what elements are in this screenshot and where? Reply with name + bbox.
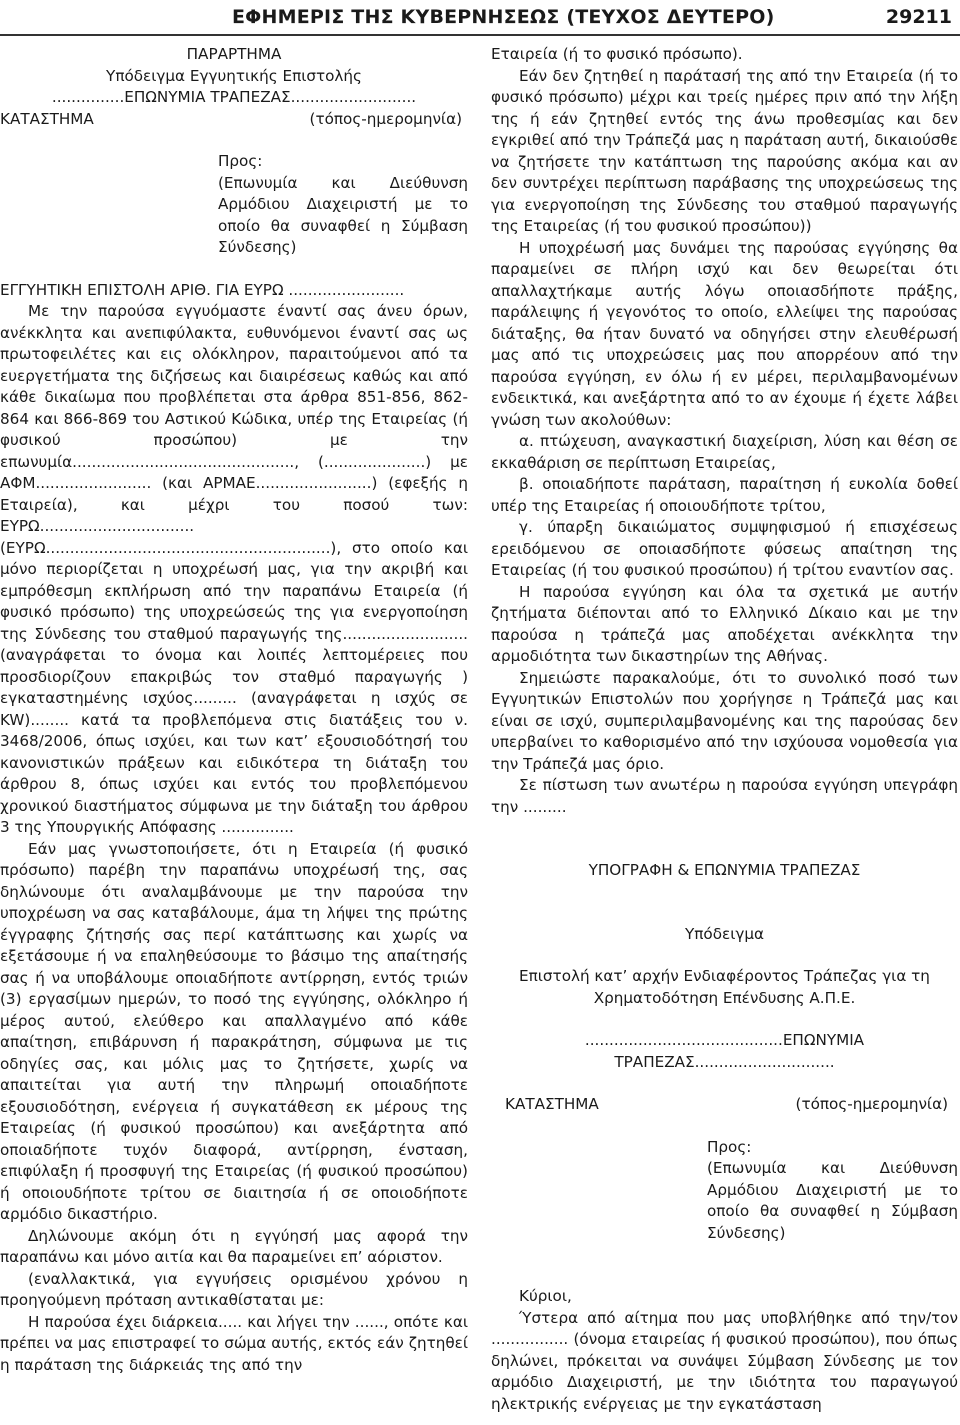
list-item-b: β. οποιαδήποτε παράταση, παραίτηση ή ευκολία δοθεί υπέρ της Εταιρείας ή οποιουδήποτε τρίτου, [491,475,958,515]
page-header [0,0,960,38]
bank-name-line-2: .........................................ΕΠΩΝΥΜΙΑ ΤΡΑΠΕΖΑΣ............................. [584,1031,865,1071]
continuation-line: Εταιρεία (ή το φυσικό πρόσωπο). [491,45,743,63]
guarantee-paragraph-3: Δηλώνουμε ακόμη ότι η εγγύησή μας αφορά την παραπάνω και μόνο αιτία και θα παραμείνει επ’ αόριστον. [0,1226,468,1266]
guarantee-paragraph-4: (εναλλακτικά, για εγγυήσεις ορισμένου χρόνου η προηγούμενη πρόταση αντικαθίσταται με: [0,1269,468,1309]
guarantee-paragraph-5: Η παρούσα έχει διάρκεια..... και λήγει την ......, οπότε και πρέπει να μας επιστραφεί το σώμα αυτής, εκτός εάν ζητηθεί η παράταση της διάρκειάς της από την [0,1312,468,1374]
to-label: Προς: [218,152,263,170]
total-amount-paragraph: Σημειώστε παρακαλούμε, ότι το συνολικό ποσό των Εγγυητικών Επιστολών που χορήγησε η Τράπεζά μας και είναι σε ισχύ, συμπεριλαμβανομένης και της παρούσας δεν υπερβαίνει το καθορισμένο από την ισχύουσα νομοθεσία για την Τράπεζά μας όριο. [491,668,958,773]
place-date-label: (τόπος-ημερομηνία) [309,109,462,128]
salutation: Κύριοι, [519,1287,572,1305]
annex-heading: ΠΑΡΑΡΤΗΜΑ [186,45,282,63]
store-date-row [0,109,468,131]
signed-on-paragraph: Σε πίστωση των ανωτέρω η παρούσα εγγύηση υπεγράφη την ......... [491,776,958,816]
right-column [491,44,958,1415]
recipient-block: (Επωνυμία και Διεύθυνση Αρμόδιου Διαχειριστή με το οποίο θα συναφθεί η Σύμβαση Σύνδεσης) [218,173,468,256]
guarantee-letter-subtitle: Υπόδειγμα Εγγυητικής Επιστολής [106,66,362,85]
store-date-row-2 [491,1094,958,1116]
page-number: 29211 [885,6,952,28]
request-paragraph: Ύστερα από αίτημα που μας υποβλήθηκε από την/τον ................ (όνομα εταιρείας ή φυσικού προσώπου), που όπως δηλώνει, πρόκειται να συνάψει Σύμβαση Σύνδεσης με τον αρμόδιο Διαχειριστή, με την ιδιότητα του παραγωγού ηλεκτρικής ενέργειας με την εγκατάσταση [491,1308,958,1413]
bank-name-line: ...............ΕΠΩΝΥΜΙΑ ΤΡΑΠΕΖΑΣ.......................... [51,88,417,106]
guarantee-paragraph-2: Εάν μας γνωστοποιήσετε, ότι η Εταιρεία (ή φυσικό πρόσωπο) παρέβη την παραπάνω υποχρέωσή της, σας δηλώνουμε ότι αναλαμβάνουμε με την παρούσα την υποχρέωση να σας καταβάλουμε, άμα τη λήψει της πρώτης έγγραφης ζήτησής σας περί κατάπτωσης και χωρίς να εξετάσουμε ή να επαληθεύσουμε το βάσιμο της απαίτησής σας ή να υποβάλουμε οποιαδήποτε αντίρρηση, εντός τριών (3) εργασίμων ημερών, το ποσό της εγγύησης, ολόκληρο ή μέρος αυτού, ελεύθερο και απαλλαγμένο από κάθε απαίτηση, επιβάρυνση ή παρακράτηση, σύμφωνα με τις οδηγίες σας, και μόλις μας το ζητήσετε, χωρίς να απαιτείται για αυτή την πληρωμή οποιαδήποτε εξουσιοδότηση, ενέργεια ή συγκατάθεση εκ μέρους της Εταιρείας (ή φυσικού προσώπου) και ανεξάρτητα από οποιαδήποτε τυχόν διαφορά, αντίρρηση, ένσταση, επιφύλαξη ή προσφυγή της Εταιρείας (ή φυσικού προσώπου) ή οποιουδήποτε τρίτου σε διαιτησία ή σε οποιοδήποτε αρμόδιο δικαστήριο. [0,839,468,1223]
left-column [0,44,468,1376]
recipient-block-2: (Επωνυμία και Διεύθυνση Αρμόδιου Διαχειριστή με το οποίο θα συναφθεί η Σύμβαση Σύνδεσης) [707,1159,958,1242]
guarantee-paragraph-1: Με την παρούσα εγγυόμαστε έναντί σας άνευ όρων, ανέκκλητα και ανεπιφύλακτα, ευθυνόμενοι έναντί σας ως πρωτοφειλέτες και εις ολόκληρον, παραιτούμενοι από τα ευεργετήματα της διζήσεως και διαιρέσεως καθώς και από κάθε δικαίωμα που προβλέπεται στα άρθρα 851-856, 862-864 και 866-869 του Αστικού Κώδικα, υπέρ της Εταιρείας (ή φυσικού προσώπου) με την επωνυμία.............................................., (.....................) με ΑΦΜ........................ (και ΑΡΜΑΕ........................) (εφεξής η Εταιρεία), και μέχρι του ποσού των: ΕΥΡΩ................................ (ΕΥΡΩ...........................................................), στο οποίο και μόνο περιορίζεται η υποχρέωσή μας, για την ακριβή και εμπρόθεσμη εκπλήρωση από την παραπάνω Εταιρεία (ή φυσικό πρόσωπο) της υποχρεώσεώς της για ενεργοποίηση της Σύνδεσης του σταθμού παραγωγής της..........................(αναγράφεται το όνομα και λοιπές λεπτομέρειες που προσδιορίζουν επακριβώς τον σταθμό παραγωγής ) εγκαταστημένης ισχύος......... (αναγράφεται η ισχύς σε KW)........ κατά τα προβλεπόμενα στις διατάξεις του ν. 3468/2006, όπως ισχύει, και των κατ’ εξουσιοδότησή του κανονιστικών πράξεων και ειδικότερα τη διάταξη του άρθρου 8, όπως ισχύει και εντός του προβλεπόμενου χρονικού διαστήματος σύμφωνα με την διάταξη του άρθρου 3 της Υπουργικής Απόφασης ............... [0,302,468,836]
signature-line: ΥΠΟΓΡΑΦΗ & ΕΠΩΝΥΜΙΑ ΤΡΑΠΕΖΑΣ [588,861,861,879]
sample-heading: Υπόδειγμα [684,924,764,943]
extension-paragraph: Εάν δεν ζητηθεί η παράτασή της από την Εταιρεία (ή το φυσικό πρόσωπο) μέχρι και τρείς ημέρες πριν από την λήξη της ή εάν ζητηθεί εντός της άνω προθεσμίας και δεν εγκριθεί από την Τράπεζά μας η παράταση αυτή, δικαιούσθε να ζητήσετε την κατάπτωση της παρούσης ακόμα και αν δεν συντρέχει περίπτωση παράβασης της υποχρεώσεως της για ενεργοποίηση της Σύνδεσης του σταθμού παραγωγής της Εταιρείας (ή του φυσικού προσώπου)) [491,66,958,235]
to-label-2: Προς: [707,1137,752,1156]
letter-number-line: ΕΓΓΥΗΤΙΚΗ ΕΠΙΣΤΟΛΗ ΑΡΙΘ. ΓΙΑ ΕΥΡΩ ........................ [0,280,405,299]
list-item-c: γ. ύπαρξη δικαιώματος συμψηφισμού ή επισχέσεως ερειδόμενου σε οποιασδήποτε φύσεως απαίτηση της Εταιρείας (ή του φυσικού προσώπου) ή τρίτου εναντίον σας. [491,518,958,579]
store-label: ΚΑΤΑΣΤΗΜΑ [0,109,94,128]
sample-title: Επιστολή κατ’ αρχήν Ενδιαφέροντος Τράπεζας για τη Χρηματοδότηση Επένδυσης Α.Π.Ε. [519,967,930,1007]
jurisdiction-paragraph: Η παρούσα εγγύηση και όλα τα σχετικά με αυτήν ζητήματα διέπονται από το Ελληνικό Δίκαιο και με την παρούσα η τράπεζά μας αποδέχεται ανέκκλητα την αρμοδιότητα των δικαστηρίων της Αθήνας. [491,582,958,665]
list-item-a: α. πτώχευση, αναγκαστική διαχείριση, λύση και θέση σε εκκαθάριση σε περίπτωση Εταιρείας, [491,432,958,472]
store-label-2: ΚΑΤΑΣΤΗΜΑ [505,1095,599,1113]
obligation-paragraph: Η υποχρέωσή μας δυνάμει της παρούσας εγγύησης θα παραμείνει σε πλήρη ισχύ και δεν θεωρείται ότι απαλλαχτήκαμε αυτής λόγω οποιασδήποτε πράξης, παράλειψης ή γεγονότος το οποίο, ελλείψει της παρούσας διάταξης, θα ήταν δυνατό να οδηγήσει στην ελευθέρωσή μας από τις υποχρεώσεις μας που απορρέουν από την παρούσα εγγύηση, εν όλω ή εν μέρει, περιλαμβανομένων ενδεικτικά, και ανεξάρτητα από το αν έχουμε ή έχετε λάβει γνώση των ακολούθων: [491,238,958,429]
header-rule [0,34,960,36]
journal-title: ΕΦΗΜΕΡΙΣ ΤΗΣ ΚΥΒΕΡΝΗΣΕΩΣ (ΤΕΥΧΟΣ ΔΕΥΤΕΡΟ) [232,6,775,28]
place-date-label-2: (τόπος-ημερομηνία) [795,1095,948,1113]
